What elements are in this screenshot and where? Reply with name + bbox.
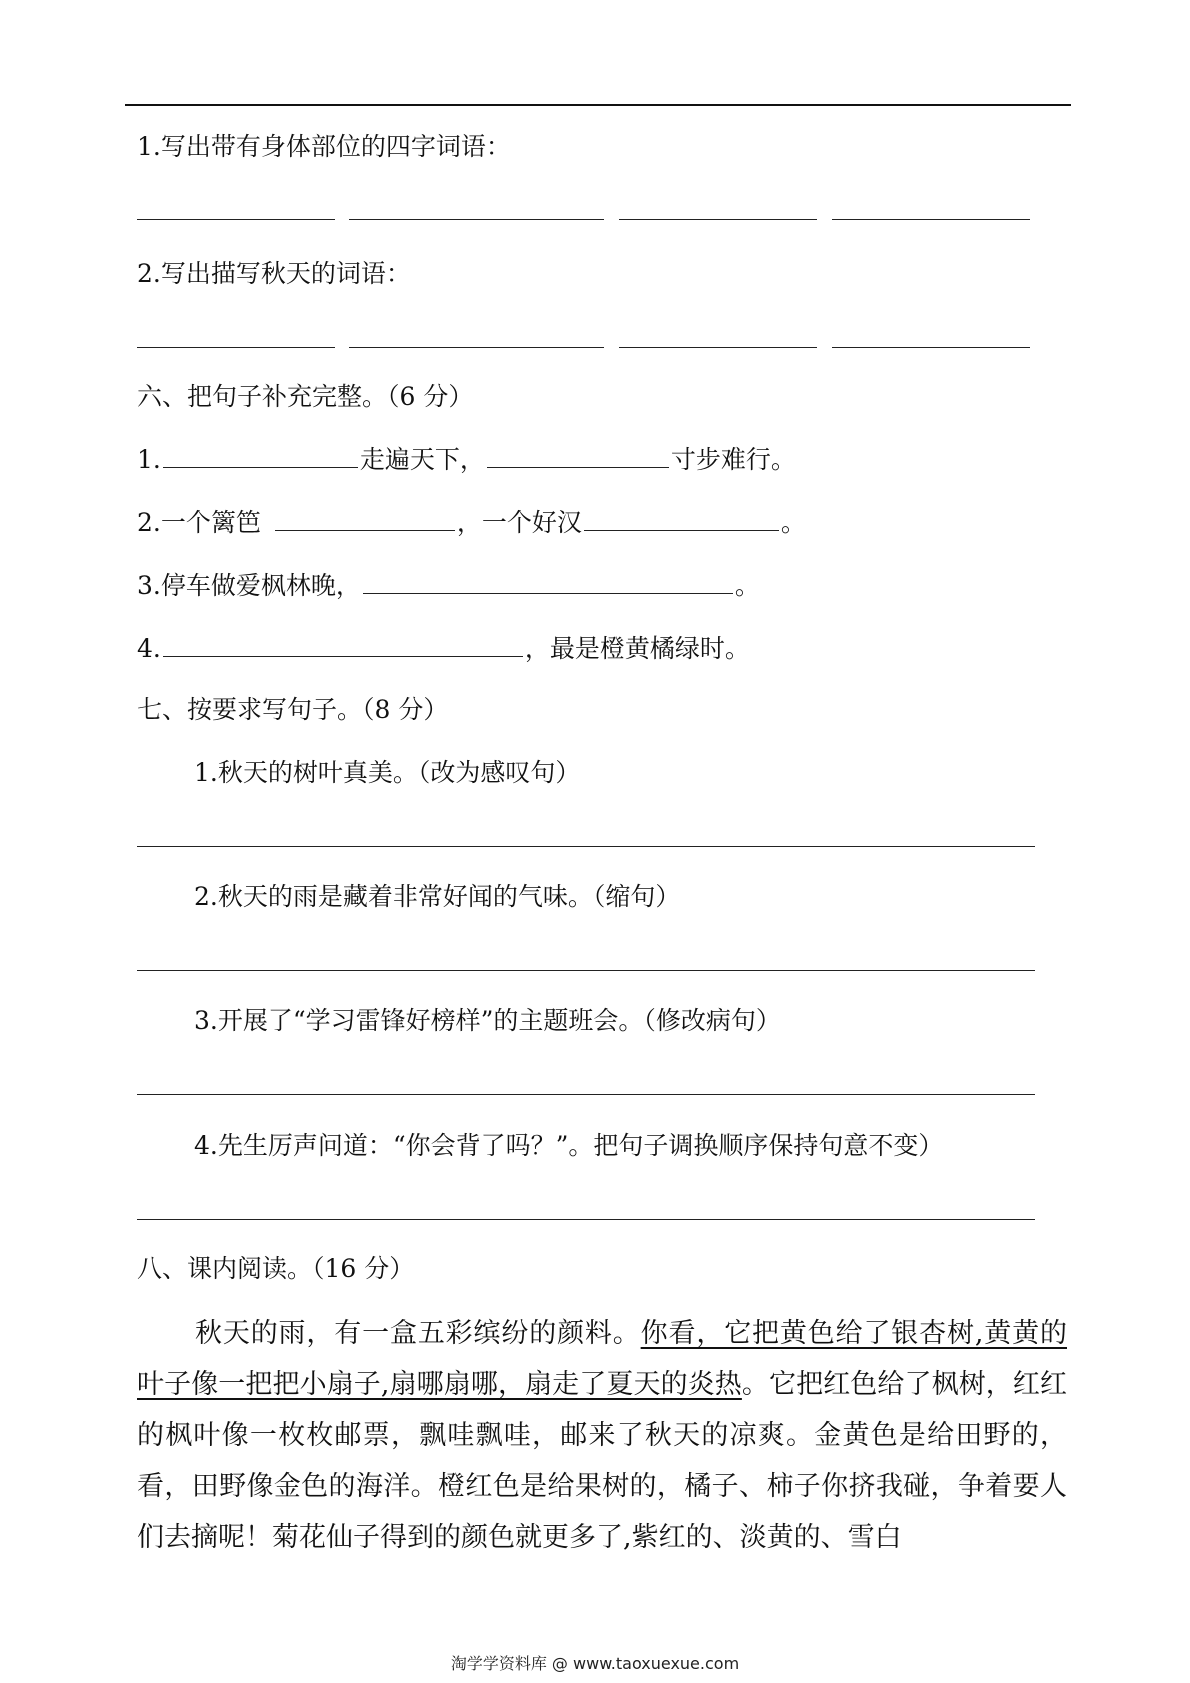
answer-line[interactable]: [619, 347, 817, 348]
q7-item-3: 3.开展了“学习雷锋好榜样”的主题班会。（修改病句）: [194, 1006, 781, 1035]
q7-item-4: 4.先生厉声问道：“你会背了吗？”。把句子调换顺序保持句意不变）: [194, 1131, 944, 1160]
fill-blank[interactable]: [584, 506, 779, 531]
fill-blank[interactable]: [275, 506, 455, 531]
q6-s1-prefix: 1.: [137, 445, 161, 474]
footer-watermark: 淘学学资料库 @ www.taoxuexue.com: [450, 1654, 740, 1673]
passage-underlined-text: 你看，它把黄色给了银杏树,黄黄的叶子像一把把小扇子,扇哪扇哪，扇走了夏天的炎热: [137, 1318, 1067, 1400]
answer-line[interactable]: [137, 846, 1035, 847]
answer-line[interactable]: [349, 219, 604, 220]
answer-line[interactable]: [349, 347, 604, 348]
answer-line[interactable]: [619, 219, 817, 220]
q6-sentence-2: [137, 506, 806, 540]
answer-line[interactable]: [137, 1219, 1035, 1220]
q6-s4-prefix: 4.: [137, 634, 161, 663]
reading-passage: [137, 1308, 1067, 1563]
q6-sentence-4: [137, 632, 750, 666]
q6-s2-mid: ，一个好汉: [456, 508, 582, 537]
fill-blank[interactable]: [163, 632, 523, 657]
fill-blank[interactable]: [487, 443, 669, 468]
q6-s1-mid: 走遍天下，: [359, 445, 485, 474]
header-rule: [125, 104, 1071, 106]
answer-line[interactable]: [137, 347, 335, 348]
q6-title: 六、把句子补充完整。（6 分）: [137, 382, 474, 411]
passage-text: 秋天的雨，有一盒五彩缤纷的颜料。: [195, 1318, 641, 1349]
q7-item-1: 1.秋天的树叶真美。（改为感叹句）: [194, 758, 581, 787]
q6-s3-prefix: 3.停车做爱枫林晚，: [137, 571, 361, 600]
answer-line[interactable]: [137, 219, 335, 220]
q6-s1-end: 寸步难行。: [670, 445, 796, 474]
answer-line[interactable]: [832, 219, 1030, 220]
q6-s4-end: ，最是橙黄橘绿时。: [524, 634, 750, 663]
q6-sentence-1: [137, 443, 796, 477]
q8-title: 八、课内阅读。（16 分）: [137, 1254, 415, 1283]
passage-text: 。它把红色给了枫树，红红的枫叶像一枚枚邮票，飘哇飘哇，邮来了秋天的凉爽。金黄色是给田野的，看，田野像金色的海洋。橙红色是给果树的，橘子、柿子你挤我碰，争着要人们去摘呢！菊花仙子得到的颜色就更多了,紫红的、淡黄的、雪白: [137, 1369, 1067, 1553]
answer-line[interactable]: [832, 347, 1030, 348]
q6-sentence-3: [137, 569, 760, 603]
answer-line[interactable]: [137, 970, 1035, 971]
q5-item-1: 1.写出带有身体部位的四字词语：: [137, 132, 511, 161]
q7-title: 七、按要求写句子。（8 分）: [137, 695, 449, 724]
q6-s2-prefix: 2.一个篱笆: [137, 508, 261, 537]
q6-s2-end: 。: [780, 508, 806, 537]
q7-item-2: 2.秋天的雨是藏着非常好闻的气味。（缩句）: [194, 882, 681, 911]
q6-s3-end: 。: [734, 571, 760, 600]
answer-line[interactable]: [137, 1094, 1035, 1095]
fill-blank[interactable]: [363, 569, 733, 594]
fill-blank[interactable]: [163, 443, 358, 468]
q5-item-2: 2.写出描写秋天的词语：: [137, 259, 411, 288]
